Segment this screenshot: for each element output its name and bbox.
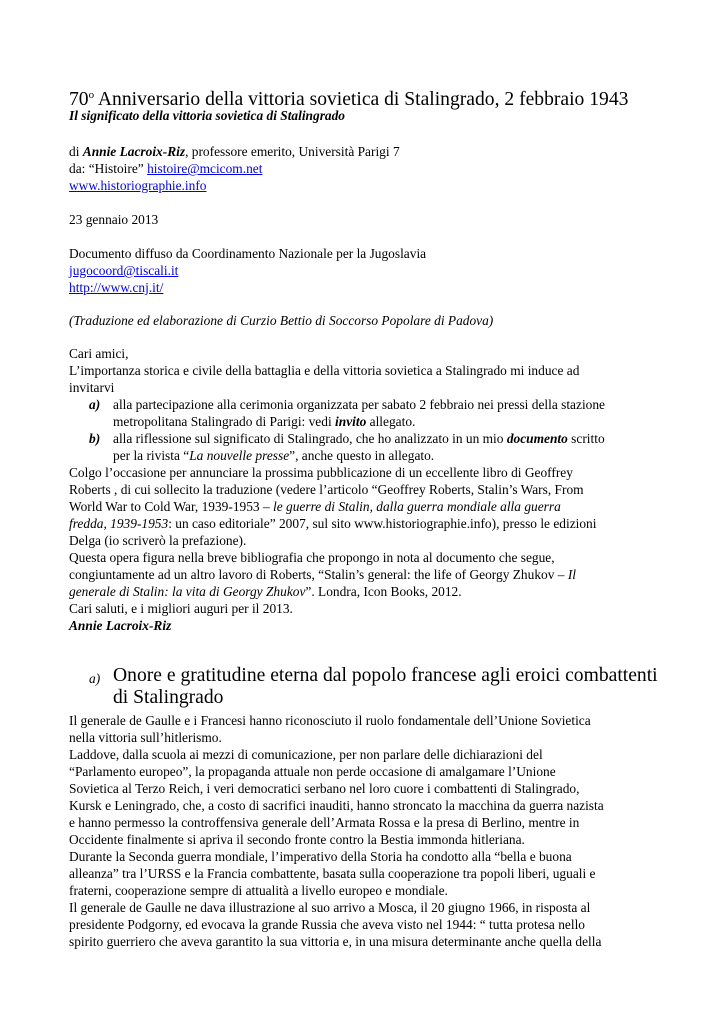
paragraph-segment: ”. Londra, Icon Books, 2012. — [305, 584, 462, 599]
section-body — [69, 712, 659, 950]
section-line: Laddove, dalla scuola ai mezzi di comunicazione, per non parlare delle dichiarazioni del — [69, 747, 543, 762]
invito-emphasis: invito — [335, 414, 367, 429]
section-line: e hanno permesso la controffensiva generale dell’Armata Rossa e la presa di Berlino, mentre in — [69, 815, 580, 830]
list-item — [89, 430, 659, 464]
list-item-segment: per la rivista “ — [113, 448, 190, 463]
source-line — [69, 160, 659, 177]
section-marker: a) — [89, 671, 101, 686]
section-heading-text — [113, 665, 658, 709]
paragraph-line: Questa opera figura nella breve bibliografia che propongo in nota al documento che segue, — [69, 550, 555, 565]
author-prefix: di — [69, 144, 83, 159]
section-heading-line: Onore e gratitudine eterna dal popolo francese agli eroici combattenti — [113, 665, 658, 686]
book-title: generale di Stalin: la vita di Georgy Zhukov — [69, 584, 306, 599]
distribution-site-link[interactable]: http://www.cnj.it/ — [69, 280, 164, 295]
section-line: spirito guerriero che aveva garantito la sua vittoria e, in una misura determinante anche quella della — [69, 934, 602, 949]
section-line: Il generale de Gaulle e i Francesi hanno riconosciuto il ruolo fondamentale dell’Unione Sovietica — [69, 713, 591, 728]
letter-intro-line: L’importanza storica e civile della battaglia e della vittoria sovietica a Stalingrado mi induce ad — [69, 363, 580, 378]
paragraph-line: Colgo l’occasione per annunciare la prossima pubblicazione di un eccellente libro di Geoffrey — [69, 465, 573, 480]
distribution-email-link[interactable]: jugocoord@tiscali.it — [69, 263, 179, 278]
list-item-line — [113, 430, 663, 447]
author-site-link[interactable]: www.historiographie.info — [69, 178, 207, 193]
section-line: Kursk e Leningrado, che, a costo di sacrifici inauditi, hanno stroncato la macchina da guerra nazista — [69, 798, 604, 813]
distribution-email-line — [69, 262, 659, 279]
section-line: Durante la Seconda guerra mondiale, l’imperativo della Storia ha condotto alla “bella e buona — [69, 849, 572, 864]
distribution-block — [69, 245, 659, 296]
letter-greeting: Cari amici, — [69, 346, 129, 361]
author-role: , professore emerito, Università Parigi 7 — [185, 144, 400, 159]
list-item — [89, 396, 659, 430]
section-line: Il generale de Gaulle ne dava illustrazione al suo arrivo a Mosca, il 20 giugno 1966, in risposta al — [69, 900, 591, 915]
list-item-text — [113, 430, 663, 464]
book-title: fredda — [69, 516, 104, 531]
section-line: nella vittoria sull’hitlerismo. — [69, 730, 222, 745]
author-block — [69, 143, 659, 194]
document-title — [69, 84, 628, 111]
list-item-line — [113, 413, 663, 430]
section-heading-line: di Stalingrado — [113, 687, 224, 708]
list-item-segment: alla riflessione sul significato di Stalingrado, che ho analizzato in un mio — [113, 431, 507, 446]
paragraph-segment: : un caso editoriale” 2007, sul sito www.historiographie.info), presso le edizioni — [168, 516, 597, 531]
distribution-site-line — [69, 279, 659, 296]
list-marker: a) — [89, 397, 101, 412]
paragraph-line: Roberts , di cui sollecito la traduzione (vedere l’articolo “Geoffrey Roberts, Stalin’s Wars, From — [69, 482, 584, 497]
distribution-text: Documento diffuso da Coordinamento Nazionale per la Jugoslavia — [69, 246, 427, 261]
paragraph-line — [69, 583, 659, 600]
title-ordinal: o — [88, 89, 95, 101]
section-line: Sovietica al Terzo Reich, i veri democratici serbano nel loro cuore i combattenti di Stalingrado, — [69, 781, 580, 796]
list-item-segment: ”, anche questo in allegato. — [289, 448, 435, 463]
list-item-text — [113, 396, 663, 430]
letter-intro — [69, 345, 659, 396]
list-item-segment: allegato. — [366, 414, 416, 429]
documento-emphasis: documento — [506, 431, 568, 446]
section-line: alleanza” tra l’URSS e la Francia combattente, basata sulla cooperazione tra popoli liberi, uguali e — [69, 866, 596, 881]
paragraph-line: Delga (io scriverò la prefazione). — [69, 533, 247, 548]
letter-closing: Cari saluti, e i migliori auguri per il 2013. — [69, 601, 293, 616]
journal-title: La nouvelle presse — [189, 448, 290, 463]
paragraph-line — [69, 515, 659, 532]
letter-intro-line: invitarvi — [69, 380, 115, 395]
paragraph-line — [69, 498, 659, 515]
list-item-segment: metropolitana Stalingrado di Parigi: vedi — [113, 414, 336, 429]
section-line: “Parlamento europeo”, la propaganda attuale non perde occasione di amalgamare l’Unione — [69, 764, 556, 779]
letter-body — [69, 464, 659, 634]
section-line: fraterni, cooperazione sempre di attualità a livello europeo e mondiale. — [69, 883, 448, 898]
translation-note: (Traduzione ed elaborazione di Curzio Bettio di Soccorso Popolare di Padova) — [69, 313, 494, 328]
section-line: presidente Podgorny, ed evocava la grande Russia che aveva visto nel 1944: “ tutta protesa nello — [69, 917, 585, 932]
title-text: Anniversario della vittoria sovietica di Stalingrado, 2 febbraio 1943 — [94, 89, 629, 110]
paragraph-segment: World War to Cold War, 1939-1953 – — [69, 499, 274, 514]
document-subtitle: Il significato della vittoria sovietica di Stalingrado — [69, 108, 345, 123]
title-number: 70 — [69, 89, 89, 110]
book-title: Il — [567, 567, 576, 582]
document-date: 23 gennaio 2013 — [69, 212, 159, 227]
section-line: Occidente finalmente si apriva il secondo fronte contro la Bestia immonda hitleriana. — [69, 832, 525, 847]
letter-signature: Annie Lacroix-Riz — [69, 618, 172, 633]
author-email-link[interactable]: histoire@mcicom.net — [147, 161, 263, 176]
author-name: Annie Lacroix-Riz — [82, 144, 186, 159]
book-years: , 1939-1953 — [103, 516, 169, 531]
list-item-segment: scritto — [567, 431, 605, 446]
author-site-line — [69, 177, 659, 194]
author-line — [69, 143, 659, 160]
paragraph-line — [69, 566, 659, 583]
book-title: le guerre di Stalin, dalla guerra mondiale alla guerra — [273, 499, 561, 514]
list-item-line: alla partecipazione alla cerimonia organizzata per sabato 2 febbraio nei pressi della stazione — [113, 397, 605, 412]
source-prefix: da: “Histoire” — [69, 161, 148, 176]
list-item-line — [113, 447, 663, 464]
list-marker: b) — [89, 431, 101, 446]
paragraph-segment: congiuntamente ad un altro lavoro di Roberts, “Stalin’s general: the life of Georgy Zhukov – — [69, 567, 568, 582]
